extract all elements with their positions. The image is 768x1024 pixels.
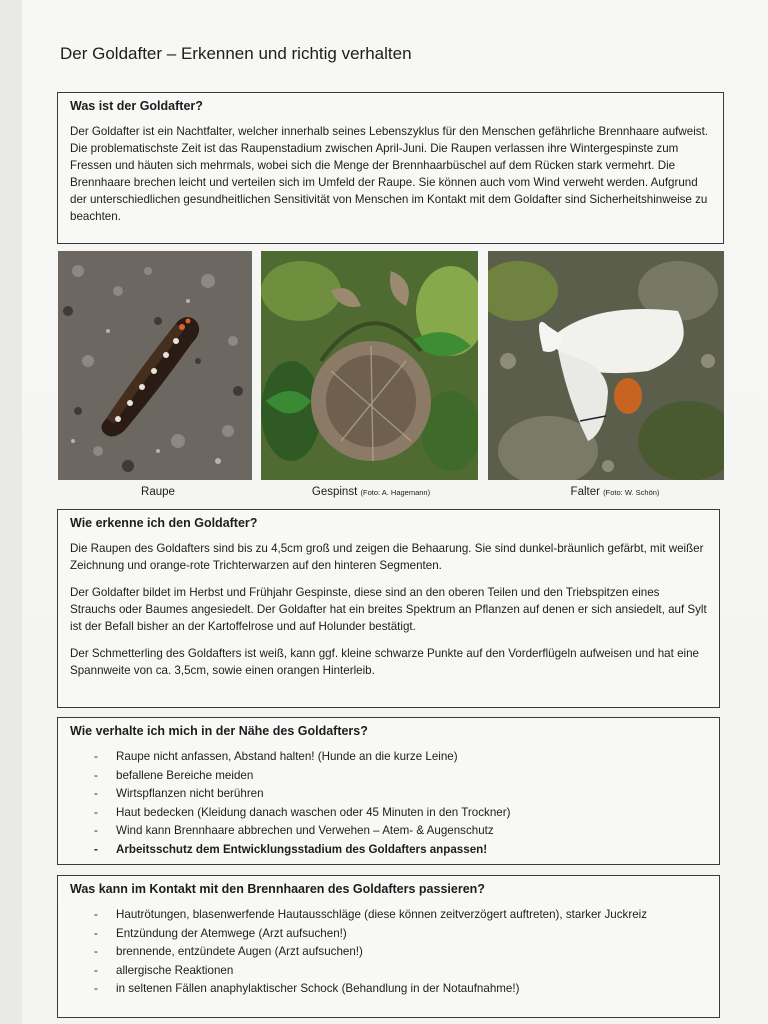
behavior-item: - Raupe nicht anfassen, Abstand halten! (Hunde an die kurze Leine) <box>70 748 707 767</box>
recognize-heading: Wie erkenne ich den Goldafter? <box>70 516 258 530</box>
moth-photo <box>488 251 724 480</box>
behavior-item-emphasis: - Arbeitsschutz dem Entwicklungsstadium des Goldafters anpassen! <box>70 841 707 860</box>
intro-text: Der Goldafter ist ein Nachtfalter, welcher innerhalb seines Lebenszyklus für den Menschen gefährliche Brennhaare aufweist. Die problematischste Zeit ist das Raupenstadium zwischen April-Juni. Die Raupen verlassen ihre Wintergespinste zum Fressen und häuten sich mehrmals, wobei sich die Menge der Brennhaarbüschel auf dem Rücken stark vermehrt. Die Brennhaare brechen leicht und verteilen sich im Umfeld der Raupe. Sie können auch vom Wind verweht werden. Aufgrund der unterschiedlichen gesundheitlichen Sensitivität von Menschen im Kontakt mit dem Goldafter sind Sicherheitshinweise zu beachten. <box>70 125 709 223</box>
contact-item: - allergische Reaktionen <box>70 962 707 981</box>
contact-list <box>70 906 707 999</box>
contact-item: - Hautrötungen, blasenwerfende Hautausschläge (diese können zeitverzögert auftreten), starker Juckreiz <box>70 906 707 925</box>
recognize-paragraph-1: Die Raupen des Goldafters sind bis zu 4,5cm groß und zeigen die Behaarung. Sie sind dunkel-bräunlich gefärbt, mit weißer Zeichnung und orange-rote Trichterwarzen auf den hinteren Segmenten. <box>70 542 704 572</box>
behavior-list <box>70 748 707 859</box>
behavior-item: - Wind kann Brennhaare abbrechen und Verwehen – Atem- & Augenschutz <box>70 822 707 841</box>
web-nest-caption-text: Gespinst <box>311 486 358 498</box>
recognize-paragraph-3: Der Schmetterling des Goldafters ist weiß, kann ggf. kleine schwarze Punkte auf den Vorderflügeln aufweisen und hat eine Spannweite von ca. 3,5cm, sowie einen orangen Hinterleib. <box>70 647 699 677</box>
web-nest-photo <box>261 251 478 480</box>
intro-box <box>57 92 724 244</box>
moth-credit: (Foto: W. Schön) <box>603 488 660 497</box>
contact-item: - in seltenen Fällen anaphylaktischer Schock (Behandlung in der Notaufnahme!) <box>70 980 707 999</box>
caterpillar-photo <box>58 251 252 480</box>
behavior-box <box>57 717 720 865</box>
behavior-item: - befallene Bereiche meiden <box>70 767 707 786</box>
contact-item: - brennende, entzündete Augen (Arzt aufsuchen!) <box>70 943 707 962</box>
behavior-item: - Wirtspflanzen nicht berühren <box>70 785 707 804</box>
recognize-paragraph-2: Der Goldafter bildet im Herbst und Frühjahr Gespinste, diese sind an den oberen Teilen und den Triebspitzen eines Strauchs oder Baumes angesiedelt. Der Goldafter hat ein breites Spektrum an Pflanzen auf denen er sich ansiedelt, auf Sylt ist der Befall bisher an der Kartoffelrose und auf Holunder bestätigt. <box>70 586 707 633</box>
web-nest-caption <box>261 486 481 498</box>
caterpillar-caption-text: Raupe <box>141 486 175 498</box>
behavior-heading: Wie verhalte ich mich in der Nähe des Goldafters? <box>70 724 368 738</box>
contact-item: - Entzündung der Atemwege (Arzt aufsuchen!) <box>70 925 707 944</box>
intro-heading: Was ist der Goldafter? <box>70 99 203 113</box>
moth-caption <box>500 486 730 498</box>
contact-heading: Was kann im Kontakt mit den Brennhaaren des Goldafters passieren? <box>70 882 485 896</box>
web-nest-credit: (Foto: A. Hagemann) <box>360 488 431 497</box>
moth-caption-text: Falter <box>570 486 600 498</box>
recognize-box <box>57 509 720 708</box>
page-title: Der Goldafter – Erkennen und richtig verhalten <box>60 44 412 63</box>
contact-box <box>57 875 720 1018</box>
behavior-item: - Haut bedecken (Kleidung danach waschen oder 45 Minuten in den Trockner) <box>70 804 707 823</box>
caterpillar-caption <box>58 486 258 498</box>
